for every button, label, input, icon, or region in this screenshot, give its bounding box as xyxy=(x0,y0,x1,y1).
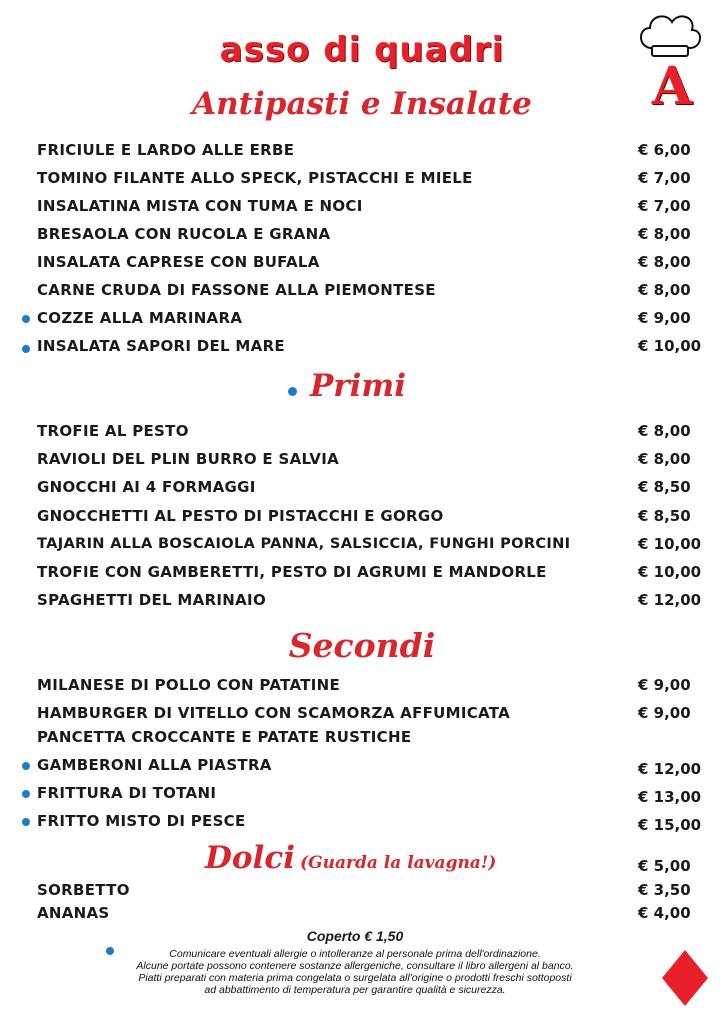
menu-item xyxy=(0,141,724,163)
menu-item xyxy=(0,881,724,903)
menu-item xyxy=(0,337,724,359)
footnote-quality: ad abbattimento di temperatura per garantire qualità e sicurezza. xyxy=(204,984,506,996)
seafood-dot-icon xyxy=(22,315,30,323)
item-price: € 10,00 xyxy=(638,563,702,581)
logo-letter: A xyxy=(651,56,693,117)
item-price: € 9,00 xyxy=(638,704,691,722)
menu-item xyxy=(0,756,724,778)
item-name: BRESAOLA CON RUCOLA E GRANA xyxy=(37,225,331,243)
item-name: FRICIULE E LARDO ALLE ERBE xyxy=(37,141,295,159)
item-price: € 8,00 xyxy=(638,450,691,468)
section-title-antipasti: Antipasti e Insalate xyxy=(192,86,532,122)
item-name: FRITTO MISTO DI PESCE xyxy=(37,812,246,830)
footnote-allergies: Comunicare eventuali allergie o intolleranze al personale prima dell'ordinazione. xyxy=(169,948,541,960)
item-price: € 12,00 xyxy=(638,760,702,778)
item-name: TAJARIN ALLA BOSCAIOLA PANNA, SALSICCIA, FUNGHI PORCINI xyxy=(37,535,571,552)
item-price: € 7,00 xyxy=(638,197,691,215)
item-price: € 7,00 xyxy=(638,169,691,187)
menu-item xyxy=(0,535,724,557)
section-title-dolci: Dolci xyxy=(205,840,295,876)
menu-item xyxy=(0,676,724,698)
menu-item xyxy=(0,253,724,275)
item-name: SORBETTO xyxy=(37,881,130,899)
item-name: SPAGHETTI DEL MARINAIO xyxy=(37,591,266,609)
menu-item xyxy=(0,281,724,303)
item-name: GAMBERONI ALLA PIASTRA xyxy=(37,756,272,774)
footnote-allergens: Alcune portate possono contenere sostanze allergeniche, consultare il libro allergeni al banco. xyxy=(136,960,574,972)
item-name: CARNE CRUDA DI FASSONE ALLA PIEMONTESE xyxy=(37,281,436,299)
item-price: € 8,00 xyxy=(638,281,691,299)
seafood-dot-icon xyxy=(22,790,30,798)
item-name: INSALATINA MISTA CON TUMA E NOCI xyxy=(37,197,363,215)
seafood-dot-icon xyxy=(288,387,297,396)
menu-item xyxy=(0,197,724,219)
menu-item xyxy=(0,450,724,472)
item-price: € 10,00 xyxy=(638,337,702,355)
item-price: € 8,50 xyxy=(638,478,691,496)
section-title-primi: Primi xyxy=(310,368,406,404)
item-price: € 9,00 xyxy=(638,309,691,327)
menu-item xyxy=(0,904,724,926)
section-title-secondi: Secondi xyxy=(288,626,436,665)
menu-item xyxy=(0,507,724,529)
menu-item xyxy=(0,563,724,585)
item-name: FRITTURA DI TOTANI xyxy=(37,784,217,802)
item-name: MILANESE DI POLLO CON PATATINE xyxy=(37,676,341,694)
item-name: GNOCCHETTI AL PESTO DI PISTACCHI E GORGO xyxy=(37,507,444,525)
item-price: € 6,00 xyxy=(638,141,691,159)
item-name: HAMBURGER DI VITELLO CON SCAMORZA AFFUMICATA xyxy=(37,704,511,722)
item-name: TOMINO FILANTE ALLO SPECK, PISTACCHI E MIELE xyxy=(37,169,473,187)
item-price: € 9,00 xyxy=(638,676,691,694)
item-price: € 10,00 xyxy=(638,535,702,553)
item-name: RAVIOLI DEL PLIN BURRO E SALVIA xyxy=(37,450,339,468)
item-price: € 8,50 xyxy=(638,507,691,525)
item-price: € 4,00 xyxy=(638,904,691,922)
item-price: € 8,00 xyxy=(638,253,691,271)
item-name: COZZE ALLA MARINARA xyxy=(37,309,243,327)
diamond-icon xyxy=(660,948,710,1012)
item-name: TROFIE CON GAMBERETTI, PESTO DI AGRUMI E MANDORLE xyxy=(37,563,547,581)
menu-item xyxy=(0,225,724,247)
item-name: ANANAS xyxy=(37,904,110,922)
menu-item xyxy=(0,812,724,834)
footnote-frozen: Piatti preparati con materia prima congelata o surgelata all'origine o prodotti freschi sottoposti xyxy=(138,972,572,984)
seafood-dot-icon xyxy=(22,345,30,353)
item-price: € 3,50 xyxy=(638,881,691,899)
dolci-header xyxy=(205,840,496,876)
menu-item xyxy=(0,169,724,191)
coperto: Coperto € 1,50 xyxy=(306,928,404,944)
menu-item xyxy=(0,422,724,444)
dolci-price: € 5,00 xyxy=(638,857,691,875)
menu-item xyxy=(0,591,724,613)
item-price: € 13,00 xyxy=(638,788,702,806)
item-name: INSALATA CAPRESE CON BUFALA xyxy=(37,253,320,271)
item-name: TROFIE AL PESTO xyxy=(37,422,189,440)
menu-item xyxy=(0,309,724,331)
item-name: INSALATA SAPORI DEL MARE xyxy=(37,337,285,355)
menu-item xyxy=(0,784,724,806)
item-name: GNOCCHI AI 4 FORMAGGI xyxy=(37,478,256,496)
seafood-dot-icon xyxy=(22,762,30,770)
item-price: € 12,00 xyxy=(638,591,702,609)
menu-item xyxy=(0,478,724,500)
item-price: € 15,00 xyxy=(638,816,702,834)
restaurant-title: asso di quadri xyxy=(219,30,505,70)
seafood-dot-icon xyxy=(22,818,30,826)
item-price: € 8,00 xyxy=(638,225,691,243)
menu-item xyxy=(0,704,724,726)
menu-item-continued xyxy=(0,728,724,750)
item-name: PANCETTA CROCCANTE E PATATE RUSTICHE xyxy=(37,728,412,746)
dolci-subtitle: (Guarda la lavagna!) xyxy=(300,853,497,873)
item-price: € 8,00 xyxy=(638,422,691,440)
